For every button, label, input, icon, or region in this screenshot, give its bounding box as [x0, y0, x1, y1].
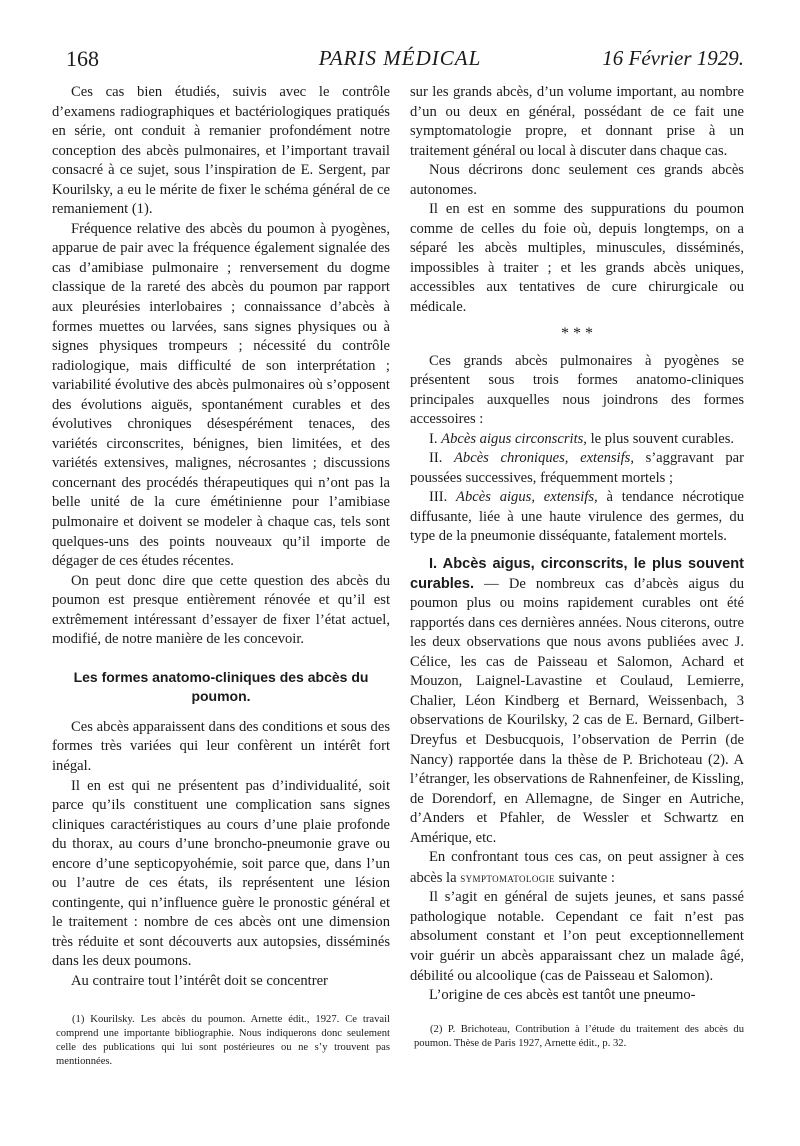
left-column [52, 83, 390, 992]
paragraph: Ces cas bien étudiés, suivis avec le contrôle d’examens radiographiques et bactériologiques pratiqués en série, ont conduit à remanier profondément notre conception des abcès pulmonaires, et l’important travail consacré à ce sujet, sous l’inspiration de E. Sergent, par Kourilsky, a eu le mérite de fixer le schéma général de ce remaniement (1). [52, 84, 390, 218]
right-column [410, 83, 744, 1006]
subsection-heading: I. Abcès aigus, circonscrits, le plus souvent curables. [410, 556, 744, 592]
paragraph: Nous décrirons donc seulement ces grands abcès autonomes. [410, 162, 744, 198]
issue-date: 16 Février 1929. [602, 46, 744, 70]
paragraph: Fréquence relative des abcès du poumon à pyogènes, apparue de pair avec la fréquence également signalée des cas d’amibiase pulmonaire ; renversement du dogme classique de la rareté des abcès du poumon par rapport aux pleurésies interlobaires ; connaissance d’abcès à formes muettes ou larvées, sans signes physiques ou à signes physiques trompeurs ; nécessité du contrôle radiologique, mais difficulté de son interprétation ; variabilité évolutive des abcès pulmonaires où s’opposent des évolutions aiguës, spontanément curables et des évolutives chroniques désespérément tenaces, des variétés circonscrites, bénignes, bien limitées, et des variétés extensives, malignes, nécrosantes ; discussions concernant des procédés thérapeutiques qui n’ont pas la belle unité de la cure émétinienne pour l’amibiase pulmonaire et doivent se modeler à chaque cas, tels sont quelques-uns des points nouveaux qu’il importe de dégager de ces études récentes. [52, 220, 390, 570]
section-separator-stars: * * * [561, 324, 593, 342]
paragraph: On peut donc dire que cette question des abcès du poumon est presque entièrement rénovée et qu’il est extrêmement intéressant d’essayer de fixer l’état actuel, modifié, de notre manière de les concevoir. [52, 572, 390, 648]
list-item: II. Abcès chroniques, extensifs, s’aggravant par poussées successives, fréquemment mortels ; [410, 450, 744, 486]
list-item-title: Abcès aigus, extensifs, [456, 489, 598, 506]
footnote-1: (1) Kourilsky. Les abcès du poumon. Arnette édit., 1927. Ce travail comprend une importante bibliographie. Nous indiquerons donc seulement celle des publications qui lui sont postérieures ou ne s’y trouvent pas mentionnées. [56, 1014, 390, 1067]
footnote-2: (2) P. Brichoteau, Contribution à l’étude du traitement des abcès du poumon. Thèse de Paris 1927, Arnette édit., p. 32. [414, 1024, 744, 1049]
page-header [56, 46, 744, 80]
list-item-title: Abcès chroniques, extensifs, [454, 450, 634, 467]
paragraph: Il en est en somme des suppurations du poumon comme de celles du foie où, depuis longtemps, on a séparé les abcès multiples, minuscules, disséminés, impossibles à traiter ; et les grands abcès uniques, accessibles aux tentatives de cure chirurgicale ou médicale. [410, 201, 744, 316]
paragraph: Au contraire tout l’intérêt doit se concentrer [71, 972, 328, 989]
list-item: III. Abcès aigus, extensifs, à tendance nécrotique diffusante, liée à une haute virulence des germes, du type de la pneumonie disséquante, fatalement mortels. [410, 489, 744, 545]
page-number: 168 [66, 46, 99, 71]
paragraph: En confrontant tous ces cas, on peut assigner à ces abcès la symptomatologie suivante : [410, 849, 744, 886]
paragraph: Il s’agit en général de sujets jeunes, et sans passé pathologique notable. Cependant ce fait n’est pas absolument constant et l’on peut exceptionnellement voir guérir un abcès apparaissant chez un malade âgé, débilité ou alcoolique (cas de Paisseau et Salomon). [410, 889, 744, 984]
paragraph: sur les grands abcès, d’un volume important, au nombre d’un ou deux en général, possédant de ce fait une symptomatologie propre, et donnant prise à un traitement général ou local à discuter dans chaque cas. [410, 84, 744, 159]
paragraph: Il en est qui ne présentent pas d’individualité, soit parce qu’ils constituent une complication sans signes cliniques caractéristiques au cours d’une plaie profonde du thorax, au cours d’une broncho-pneumonie grave ou encore d’une septicopyohémie, soit parce que, dans l’un ou l’autre de ces états, ils représentent une lésion contingente, qui n’influence guère le pronostic général et le traitement : nombre de ces abcès ont une dimension très réduite et sont découverts aux autopsies, disséminés dans les deux poumons. [52, 777, 390, 970]
journal-title: PARIS MÉDICAL [318, 46, 482, 70]
section-heading: Les formes anatomo-cliniques des abcès du poumon. [73, 668, 369, 704]
paragraph: L’origine de ces abcès est tantôt une pneumo- [429, 987, 696, 1004]
paragraph: I. Abcès aigus, circonscrits, le plus souvent curables. — De nombreux cas d’abcès aigus du poumon plus ou moins rapidement curables ont été rapportés dans ces dernières années. Nous citerons, outre les deux observations que nous avons publiées avec J. Célice, les cas de Paisseau et Salomon, Achard et Mouzon, Laignel-Lavastine et Coulaud, Lemierre, Chalier, Léon Kindberg et Bernard, Weissenbach, 3 observations de Kourilsky, 2 cas de E. Bernard, Gilbert-Dreyfus et Desbucquois, l’observation de Perrin (de Nancy) rapportée dans la thèse de P. Brichoteau (2). A l’étranger, les observations de Rahnenfeiner, de Kissling, de Dorendorf, en Allemagne, de Singer en Autriche, d’Anders et Pfahler, de Wessler et Schwartz en Amérique, etc. [410, 556, 744, 846]
paragraph: Ces abcès apparaissent dans des conditions et sous des formes très variées qui leur confèrent un intérêt fort inégal. [52, 718, 390, 774]
paragraph: Ces grands abcès pulmonaires à pyogènes se présentent sous trois formes anatomo-cliniques principales auxquelles nous joindrons des formes accessoires : [410, 352, 744, 428]
list-item-title: Abcès aigus circonscrits, [441, 430, 587, 447]
list-item: I. Abcès aigus circonscrits, le plus souvent curables. [429, 430, 735, 447]
